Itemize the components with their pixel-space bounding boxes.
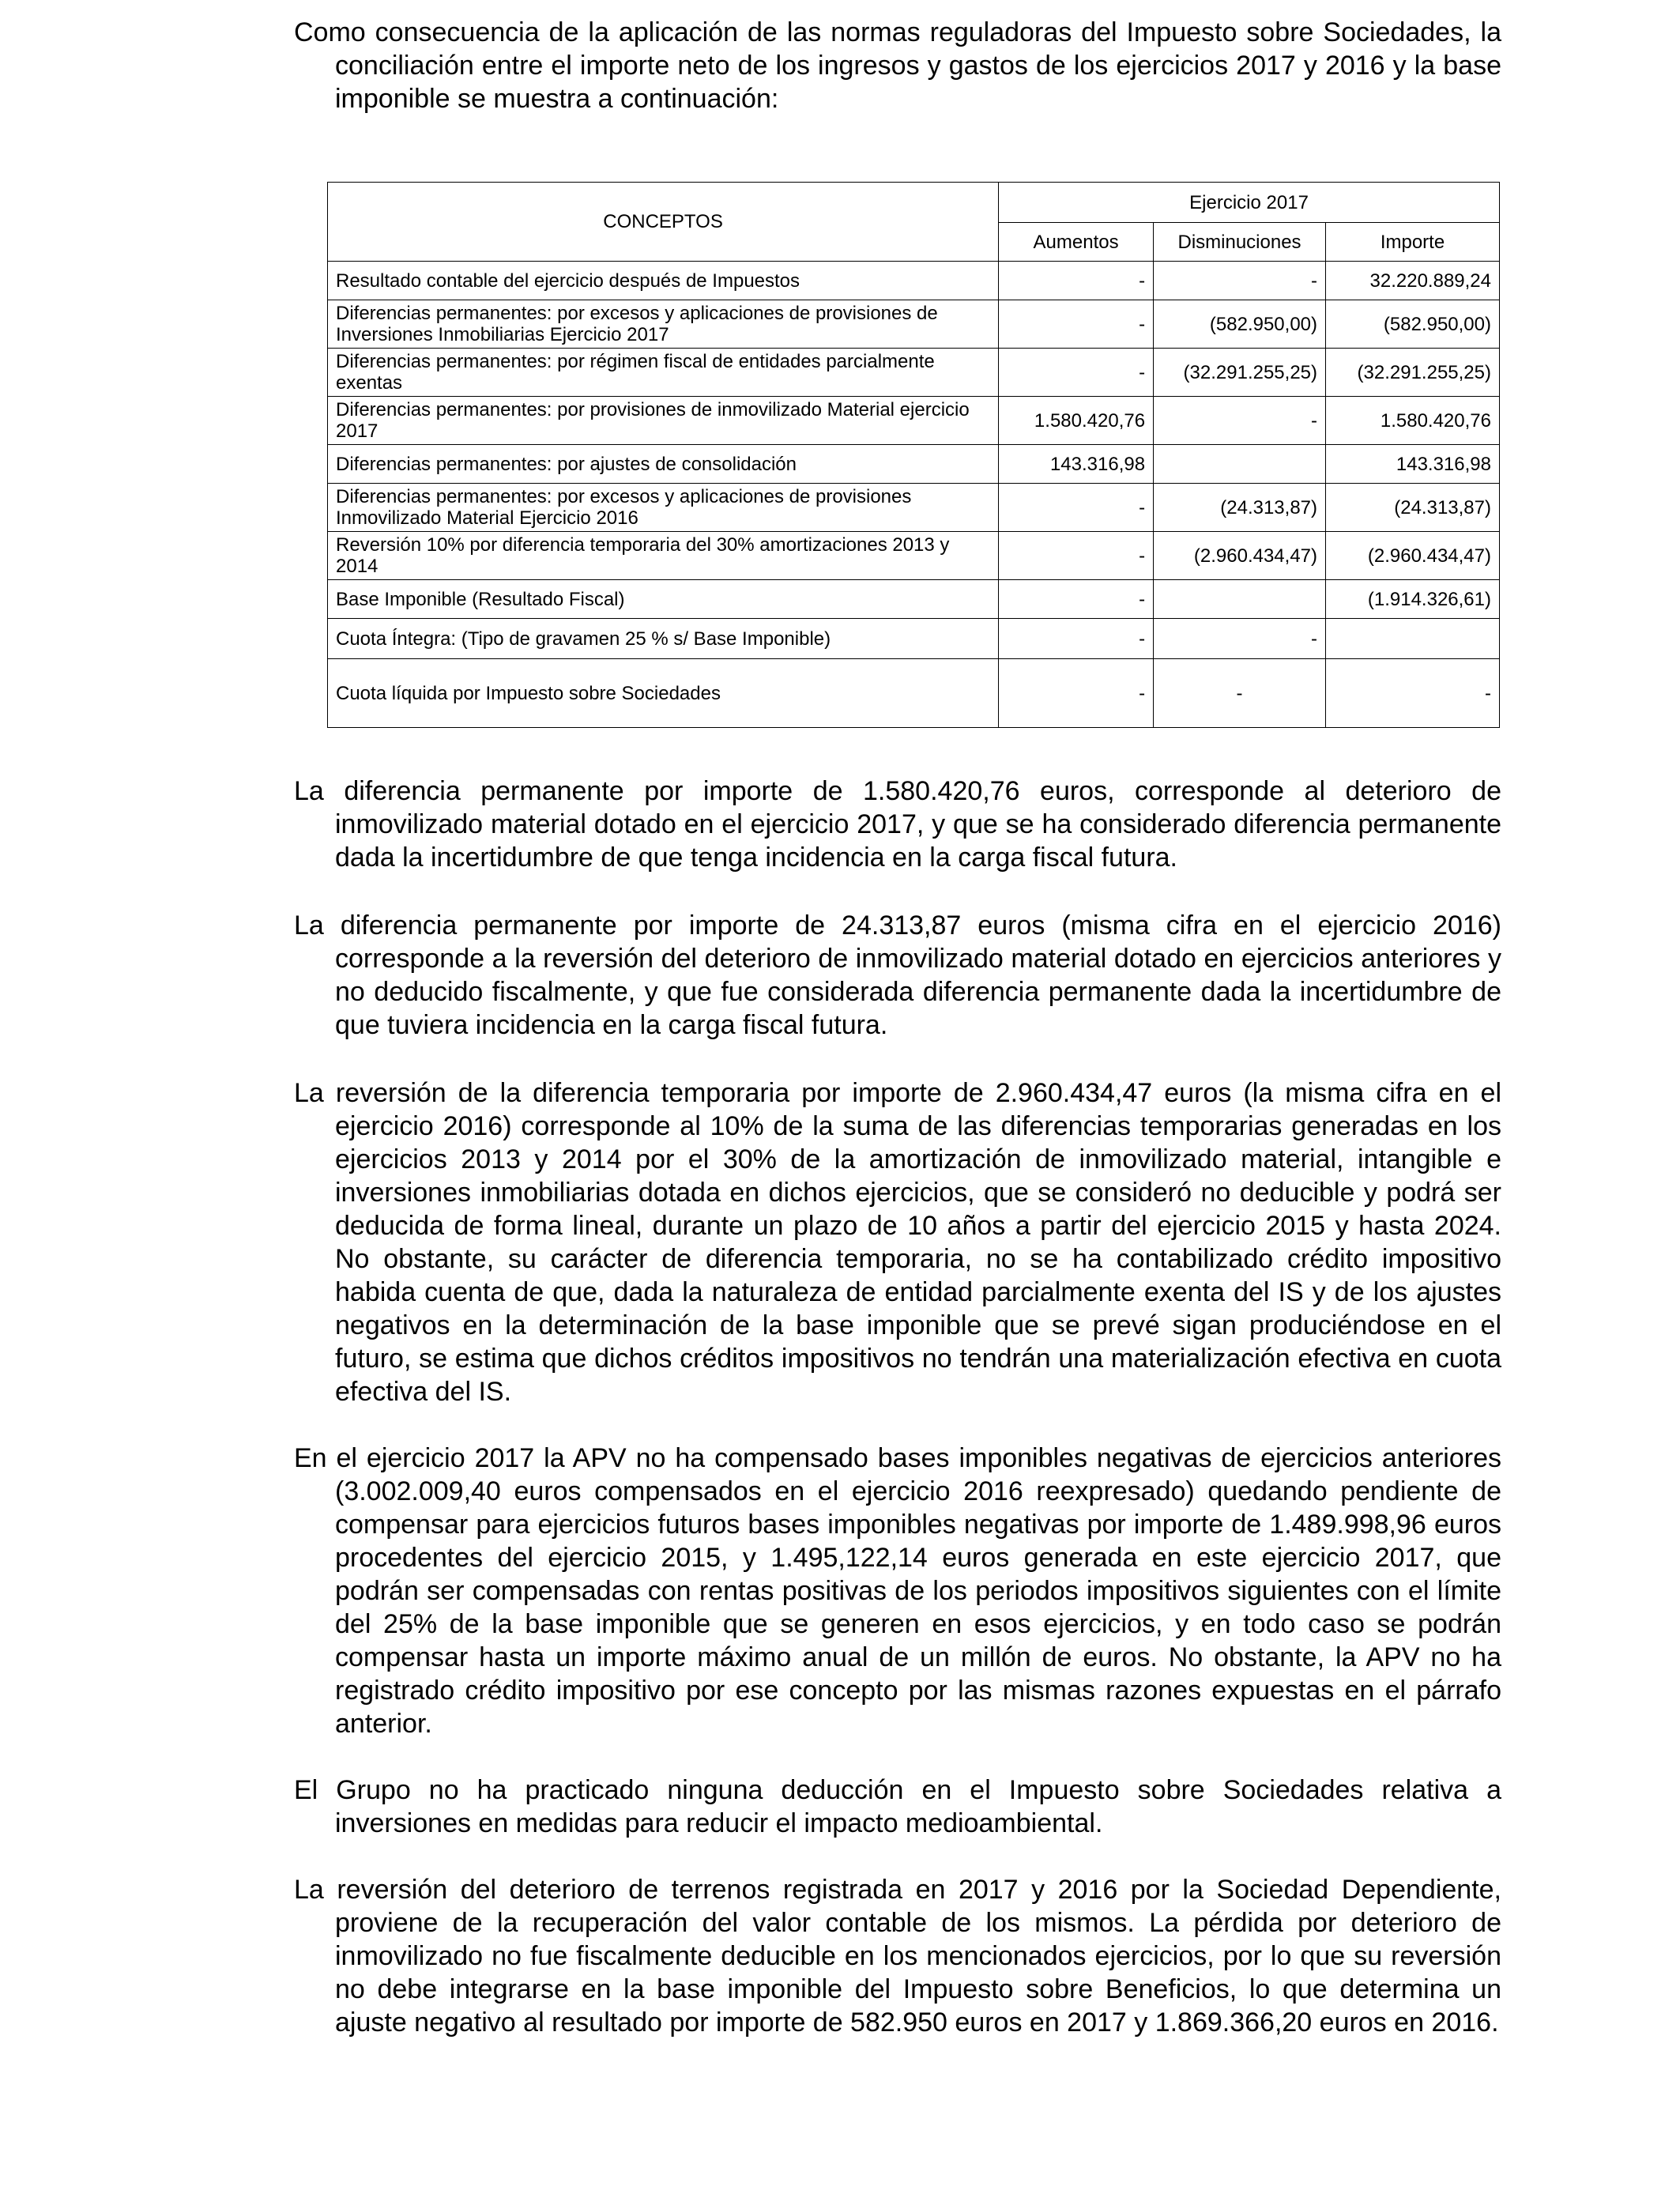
row-aumentos: - xyxy=(999,262,1154,300)
paragraph-environmental-deductions: El Grupo no ha practicado ninguna deducción en el Impuesto sobre Sociedades relativa a inversiones en medidas para reducir el impacto medioambiental. xyxy=(294,1775,1501,1838)
table-row xyxy=(328,580,1500,619)
row-aumentos: - xyxy=(999,300,1154,349)
row-disminuciones: - xyxy=(1154,659,1326,728)
row-concept: Diferencias permanentes: por excesos y aplicaciones de provisiones Inmovilizado Material Ejercicio 2016 xyxy=(328,484,999,532)
row-disminuciones xyxy=(1154,580,1326,619)
row-disminuciones: (32.291.255,25) xyxy=(1154,349,1326,397)
table-row xyxy=(328,397,1500,445)
row-importe: 32.220.889,24 xyxy=(1326,262,1500,300)
row-aumentos: - xyxy=(999,532,1154,580)
concepts-header: CONCEPTOS xyxy=(328,183,999,262)
table-row xyxy=(328,262,1500,300)
row-concept: Resultado contable del ejercicio después de Impuestos xyxy=(328,262,999,300)
table-row xyxy=(328,484,1500,532)
row-importe xyxy=(1326,619,1500,659)
row-aumentos: 1.580.420,76 xyxy=(999,397,1154,445)
table-row xyxy=(328,445,1500,484)
row-disminuciones: (582.950,00) xyxy=(1154,300,1326,349)
row-aumentos: - xyxy=(999,484,1154,532)
col-header-importe: Importe xyxy=(1326,223,1500,262)
row-concept: Cuota Íntegra: (Tipo de gravamen 25 % s/ Base Imponible) xyxy=(328,619,999,659)
row-concept: Diferencias permanentes: por excesos y aplicaciones de provisiones de Inversiones Inmobiliarias Ejercicio 2017 xyxy=(328,300,999,349)
table-row xyxy=(328,532,1500,580)
row-aumentos: 143.316,98 xyxy=(999,445,1154,484)
row-concept: Reversión 10% por diferencia temporaria del 30% amortizaciones 2013 y 2014 xyxy=(328,532,999,580)
row-importe: 1.580.420,76 xyxy=(1326,397,1500,445)
table-row xyxy=(328,619,1500,659)
paragraph-temporary-difference: La reversión de la diferencia temporaria por importe de 2.960.434,47 euros (la misma cifra en el ejercicio 2016) corresponde al 10% de la suma de las diferencias temporarias generadas en los ejercicios 2013 y 2014 por el 30% de la amortización de inmovilizado material, intangible e inversiones inmobiliarias dotada en dichos ejercicios, que se consideró no deducible y podrá ser deducida de forma lineal, durante un plazo de 10 años a partir del ejercicio 2015 y hasta 2024. No obstante, su carácter de diferencia temporaria, no se ha contabilizado crédito impositivo habida cuenta de que, dada la naturaleza de entidad parcialmente exenta del IS y de los ajustes negativos en la determinación de la base imponible que se prevé sigan produciéndose en el futuro, se estima que dichos créditos impositivos no tendrán una materialización efectiva en cuota efectiva del IS. xyxy=(294,1078,1501,1407)
col-header-disminuciones: Disminuciones xyxy=(1154,223,1326,262)
row-importe: (24.313,87) xyxy=(1326,484,1500,532)
row-disminuciones xyxy=(1154,445,1326,484)
row-aumentos: - xyxy=(999,349,1154,397)
tax-reconciliation-table xyxy=(327,182,1500,728)
col-header-aumentos: Aumentos xyxy=(999,223,1154,262)
row-importe: (582.950,00) xyxy=(1326,300,1500,349)
group-header: Ejercicio 2017 xyxy=(999,183,1500,223)
row-importe: 143.316,98 xyxy=(1326,445,1500,484)
paragraph-permanent-difference-deterioro: La diferencia permanente por importe de 1.580.420,76 euros, corresponde al deterioro de inmovilizado material dotado en el ejercicio 2017, y que se ha considerado diferencia permanente dada la incertidumbre de que tenga incidencia en la carga fiscal futura. xyxy=(294,776,1501,873)
row-importe: (2.960.434,47) xyxy=(1326,532,1500,580)
row-concept: Base Imponible (Resultado Fiscal) xyxy=(328,580,999,619)
row-importe: (1.914.326,61) xyxy=(1326,580,1500,619)
row-concept: Cuota líquida por Impuesto sobre Sociedades xyxy=(328,659,999,728)
row-disminuciones: (2.960.434,47) xyxy=(1154,532,1326,580)
row-concept: Diferencias permanentes: por ajustes de consolidación xyxy=(328,445,999,484)
row-aumentos: - xyxy=(999,619,1154,659)
intro-paragraph: Como consecuencia de la aplicación de las normas reguladoras del Impuesto sobre Sociedades, la conciliación entre el importe neto de los ingresos y gastos de los ejercicios 2017 y 2016 y la base imponible se muestra a continuación: xyxy=(294,17,1501,114)
paragraph-negative-tax-bases: En el ejercicio 2017 la APV no ha compensado bases imponibles negativas de ejercicios anteriores (3.002.009,40 euros compensados en el ejercicio 2016 reexpresado) quedando pendiente de compensar para ejercicios futuros bases imponibles negativas por importe de 1.489.998,96 euros procedentes del ejercicio 2015, y 1.495,122,14 euros generada en este ejercicio 2017, que podrán ser compensadas con rentas positivas de los periodos impositivos siguientes con el límite del 25% de la base imponible que se generen en esos ejercicios, y en todo caso se podrán compensar hasta un importe máximo anual de un millón de euros. No obstante, la APV no ha registrado crédito impositivo por ese concepto por las mismas razones expuestas en el párrafo anterior. xyxy=(294,1443,1501,1739)
row-aumentos: - xyxy=(999,659,1154,728)
table-row xyxy=(328,659,1500,728)
row-importe: - xyxy=(1326,659,1500,728)
row-disminuciones: (24.313,87) xyxy=(1154,484,1326,532)
row-concept: Diferencias permanentes: por provisiones de inmovilizado Material ejercicio 2017 xyxy=(328,397,999,445)
paragraph-permanent-difference-reversion: La diferencia permanente por importe de 24.313,87 euros (misma cifra en el ejercicio 2016) corresponde a la reversión del deterioro de inmovilizado material dotado en ejercicios anteriores y no deducido fiscalmente, y que fue considerada diferencia permanente dada la incertidumbre de que tuviera incidencia en la carga fiscal futura. xyxy=(294,910,1501,1040)
table-row xyxy=(328,300,1500,349)
row-concept: Diferencias permanentes: por régimen fiscal de entidades parcialmente exentas xyxy=(328,349,999,397)
paragraph-land-impairment-reversal: La reversión del deterioro de terrenos registrada en 2017 y 2016 por la Sociedad Dependiente, proviene de la recuperación del valor contable de los mismos. La pérdida por deterioro de inmovilizado no fue fiscalmente deducible en los mencionados ejercicios, por lo que su reversión no debe integrarse en la base imponible del Impuesto sobre Beneficios, lo que determina un ajuste negativo al resultado por importe de 582.950 euros en 2017 y 1.869.366,20 euros en 2016. xyxy=(294,1875,1501,2038)
table-row xyxy=(328,349,1500,397)
row-disminuciones: - xyxy=(1154,262,1326,300)
row-disminuciones: - xyxy=(1154,397,1326,445)
row-disminuciones: - xyxy=(1154,619,1326,659)
row-importe: (32.291.255,25) xyxy=(1326,349,1500,397)
row-aumentos: - xyxy=(999,580,1154,619)
